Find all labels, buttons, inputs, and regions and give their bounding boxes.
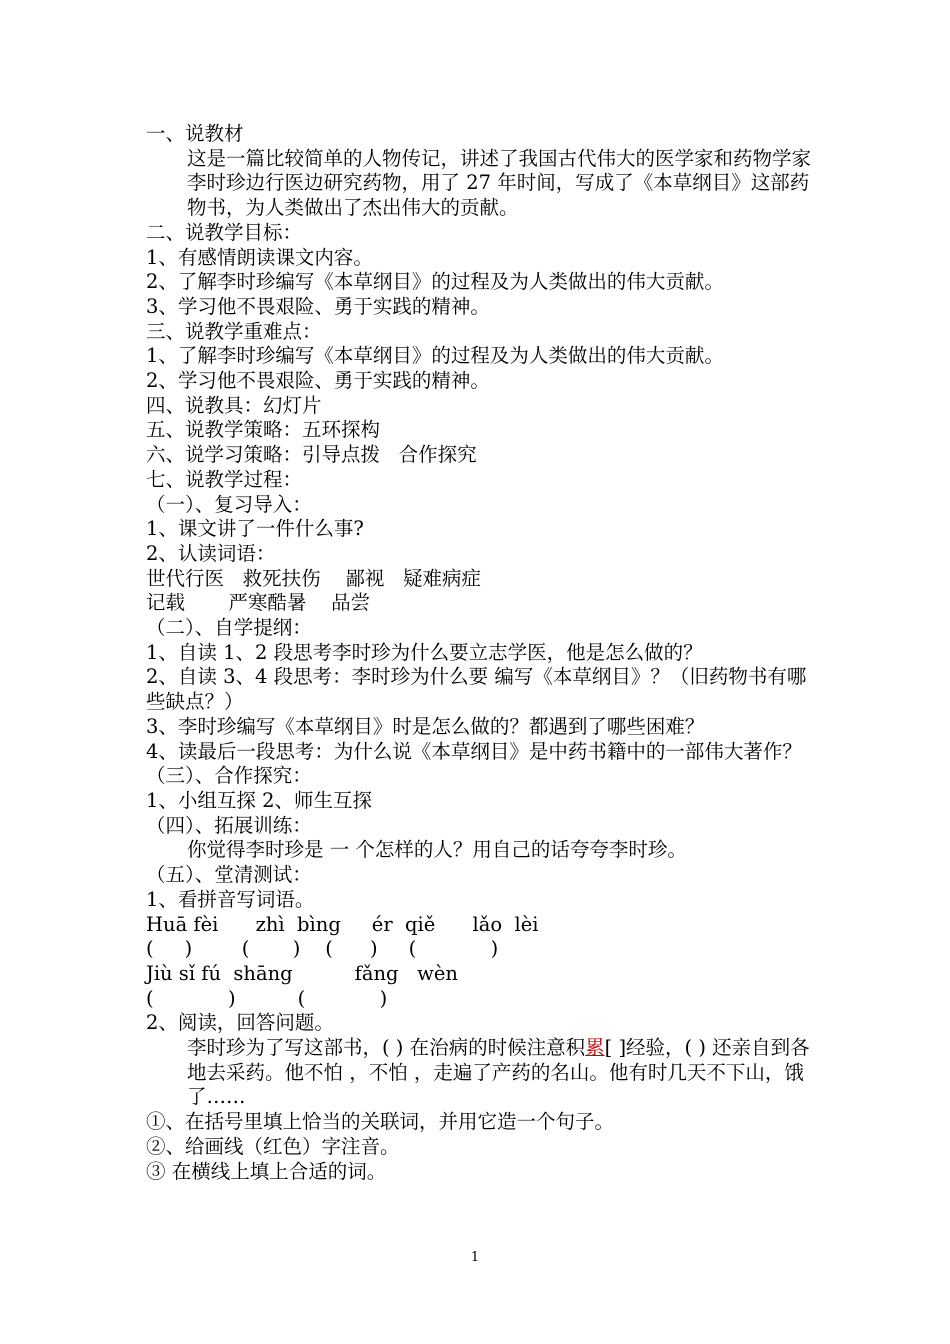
goal-item-1: 1、有感情朗读课文内容。 xyxy=(146,245,373,269)
heading-teaching-aids: 四、说教具：幻灯片 xyxy=(146,393,322,417)
extension-question: 你觉得李时珍是 一 个怎样的人？用自己的话夸夸李时珍。 xyxy=(187,838,687,862)
underlined-red-character: 累 xyxy=(585,1036,605,1060)
self-study-item-2: 2、自读 3、4 段思考：李时珍为什么要 编写《本草纲目》？（旧药物书有哪些缺点？） xyxy=(146,665,807,714)
goal-item-2: 2、了解李时珍编写《本草纲目》的过程及为人类做出的伟大贡献。 xyxy=(146,270,724,294)
question-3: ③ 在横线上填上合适的词。 xyxy=(146,1159,387,1183)
page-number: 1 xyxy=(470,1250,480,1265)
answer-blanks-row-1: ( ) ( ) ( ) ( ) xyxy=(146,937,499,961)
self-study-item-3: 3、李时珍编写《本草纲目》时是怎么做的？都遇到了哪些困难？ xyxy=(146,714,705,738)
subheading-self-study: （二）、自学提纲： xyxy=(146,616,312,640)
word-list-row-2: 记载 严寒酷暑 品尝 xyxy=(146,591,371,615)
pinyin-row-1: Huā fèi zhì bìng ér qiě lǎo lèi xyxy=(146,912,539,936)
word-list-row-1: 世代行医 救死扶伤 鄙视 疑难病症 xyxy=(146,566,481,590)
document-body xyxy=(146,122,811,1184)
subheading-cooperation: （三）、合作探究： xyxy=(146,764,312,788)
heading-teaching-strategy: 五、说教学策略：五环探构 xyxy=(146,418,381,442)
heading-goals: 二、说教学目标： xyxy=(146,220,303,244)
question-2: ②、给画线（红色）字注音。 xyxy=(146,1134,400,1158)
review-item-1: 1、课文讲了一件什么事? xyxy=(146,517,364,541)
goal-item-3: 3、学习他不畏艰险、勇于实践的精神。 xyxy=(146,294,490,318)
heading-key-points: 三、说教学重难点： xyxy=(146,319,322,343)
heading-learning-strategy: 六、说学习策略：引导点拨 合作探究 xyxy=(146,443,477,467)
question-1: ①、在括号里填上恰当的关联词，并用它造一个句子。 xyxy=(146,1110,615,1134)
heading-teaching-process: 七、说教学过程： xyxy=(146,467,303,491)
reading-passage-part-1: 李时珍为了写这部书，( ) 在治病的时候注意积 xyxy=(187,1036,586,1060)
subheading-test: （五）、堂清测试： xyxy=(146,863,312,887)
answer-blanks-row-2: ( ) ( ) xyxy=(146,986,388,1010)
test-item-1: 1、看拼音写词语。 xyxy=(146,887,315,911)
key-point-1: 1、了解李时珍编写《本草纲目》的过程及为人类做出的伟大贡献。 xyxy=(146,344,724,368)
subheading-review: （一）、复习导入： xyxy=(146,492,312,516)
pinyin-row-2: Jiù sǐ fú shāng fǎng wèn xyxy=(146,961,458,985)
review-item-2: 2、认读词语： xyxy=(146,541,276,565)
key-point-2: 2、学习他不畏艰险、勇于实践的精神。 xyxy=(146,369,490,393)
subheading-extension: （四）、拓展训练： xyxy=(146,813,312,837)
cooperation-items: 1、小组互探 2、师生互探 xyxy=(146,788,373,812)
paragraph-textbook-intro: 这是一篇比较简单的人物传记，讲述了我国古代伟大的医学家和药物学家李时珍边行医边研究药物，用了 27 年时间，写成了《本草纲目》这部药物书，为人类做出了杰出伟大的贡献。 xyxy=(187,146,812,220)
self-study-item-1: 1、自读 1、2 段思考李时珍为什么要立志学医，他是怎么做的？ xyxy=(146,640,703,664)
reading-passage xyxy=(146,1036,811,1110)
reading-passage-part-2: [ ]经验，( ) 还亲自到各地去采药。他不怕 ，不怕 ，走遍了产药的名山。他有时几天不下山，饿了…… xyxy=(187,1036,810,1109)
self-study-item-4: 4、读最后一段思考：为什么说《本草纲目》是中药书籍中的一部伟大著作？ xyxy=(146,739,802,763)
test-item-2: 2、阅读，回答问题。 xyxy=(146,1011,334,1035)
heading-textbook: 一、说教材 xyxy=(146,122,244,145)
